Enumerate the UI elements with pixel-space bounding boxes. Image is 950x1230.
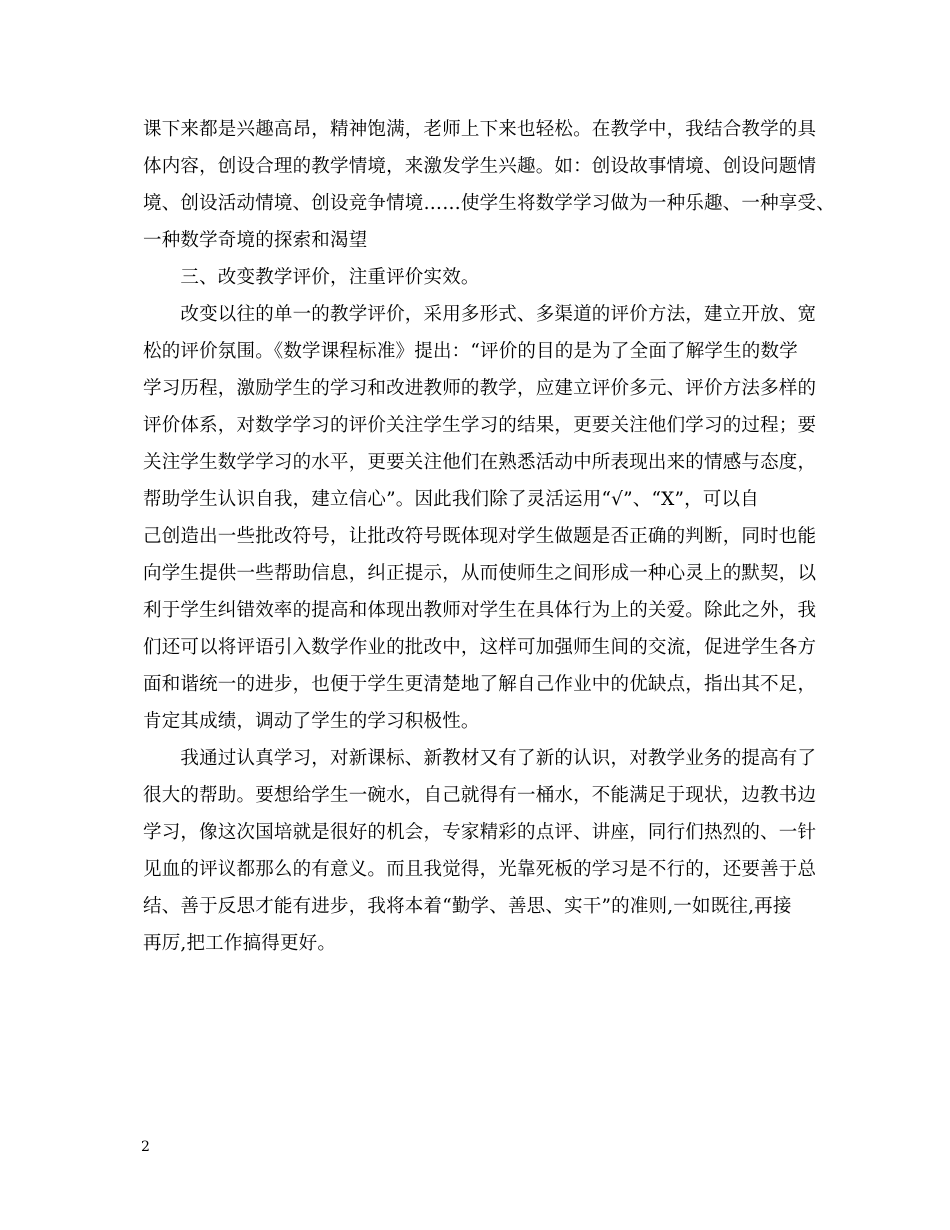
text-line: 结、善于反思才能有进步，我将本着“勤学、善思、实干”的准则,一如既往,再接: [143, 896, 792, 917]
text-line: 体内容，创设合理的教学情境，来激发学生兴趣。如：创设故事情境、创设问题情: [143, 156, 817, 177]
text-line: 向学生提供一些帮助信息，纠正提示，从而使师生之间形成一种心灵上的默契，以: [143, 563, 817, 584]
text-line: 利于学生纠错效率的提高和体现出教师对学生在具体行为上的关爱。除此之外，我: [143, 600, 817, 621]
text-line: 评价体系，对数学学习的评价关注学生学习的结果，更要关注他们学习的过程；要: [143, 415, 817, 436]
text-line: 关注学生数学学习的水平，更要关注他们在熟悉活动中所表现出来的情感与态度，: [143, 452, 817, 473]
text-line: 学习，像这次国培就是很好的机会，专家精彩的点评、讲座，同行们热烈的、一针: [143, 822, 817, 843]
text-line: 境、创设活动情境、创设竞争情境……使学生将数学学习做为一种乐趣、一种享受、: [143, 193, 835, 214]
text-line: 一种数学奇境的探索和渴望: [143, 230, 368, 251]
text-line: 面和谐统一的进步，也便于学生更清楚地了解自己作业中的优缺点，指出其不足，: [143, 674, 817, 695]
section-heading: 三、改变教学评价，注重评价实效。: [143, 267, 480, 288]
page-number: 2: [141, 1139, 150, 1155]
text-line: 帮助学生认识自我，建立信心”。因此我们除了灵活运用“√”、“X”，可以自: [143, 489, 759, 510]
text-line: 松的评价氛围。《数学课程标准》提出：“评价的目的是为了全面了解学生的数学: [143, 341, 798, 362]
text-line: 再厉,把工作搞得更好。: [143, 933, 337, 954]
text-line: 我通过认真学习，对新课标、新教材又有了新的认识，对教学业务的提高有了: [143, 748, 817, 769]
text-line: 己创造出一些批改符号，让批改符号既体现对学生做题是否正确的判断，同时也能: [143, 526, 817, 547]
text-line: 改变以往的单一的教学评价，采用多形式、多渠道的评价方法，建立开放、宽: [143, 304, 817, 325]
text-line: 肯定其成绩，调动了学生的学习积极性。: [143, 711, 480, 732]
text-line: 见血的评议都那么的有意义。而且我觉得，光靠死板的学习是不行的，还要善于总: [143, 859, 817, 880]
text-line: 课下来都是兴趣高昂，精神饱满，老师上下来也轻松。在教学中，我结合教学的具: [143, 119, 817, 140]
text-line: 学习历程，激励学生的学习和改进教师的教学，应建立评价多元、评价方法多样的: [143, 378, 817, 399]
text-line: 很大的帮助。要想给学生一碗水，自己就得有一桶水，不能满足于现状，边教书边: [143, 785, 817, 806]
text-line: 们还可以将评语引入数学作业的批改中，这样可加强师生间的交流，促进学生各方: [143, 637, 817, 658]
